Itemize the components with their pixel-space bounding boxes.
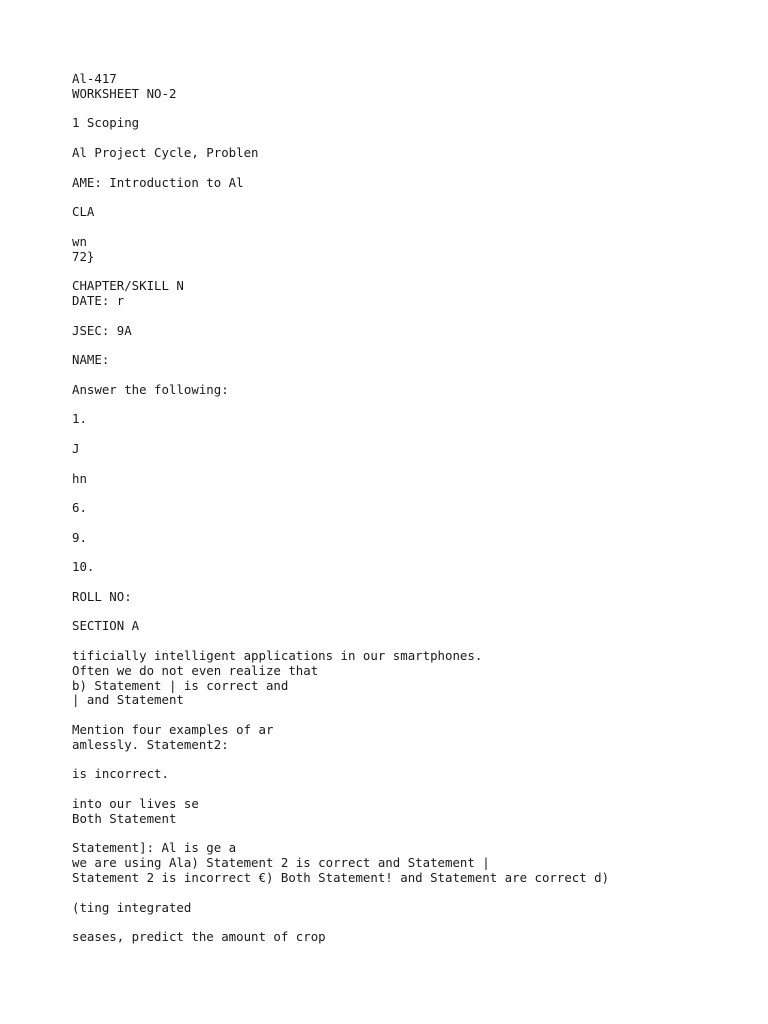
text-block [72, 116, 752, 131]
text-line: ROLL NO: [72, 588, 132, 604]
text-block [72, 279, 752, 309]
text-line: Often we do not even realize that [72, 662, 319, 678]
text-line: Statement]: Al is ge a [72, 840, 237, 856]
text-line: Both Statement [72, 810, 177, 826]
worksheet-page [72, 72, 752, 960]
text-block [72, 560, 752, 575]
text-line: Al-417 [72, 71, 117, 86]
text-line: DATE: r [72, 292, 125, 308]
text-block [72, 590, 752, 605]
text-block [72, 797, 752, 827]
text-line: 10. [72, 559, 95, 575]
text-line: | and Statement [72, 692, 184, 708]
text-line: JSEC: 9A [72, 322, 132, 338]
text-line: 6. [72, 500, 87, 516]
text-block [72, 412, 752, 427]
text-line: Statement 2 is incorrect €) Both Statement! and Statement are correct d) [72, 870, 610, 886]
text-block [72, 619, 752, 634]
text-line: 1 Scoping [72, 115, 140, 131]
text-line: into our lives se [72, 796, 199, 812]
text-block [72, 353, 752, 368]
text-block [72, 383, 752, 398]
text-line: wn [72, 233, 87, 249]
text-block [72, 324, 752, 339]
text-line: SECTION A [72, 618, 140, 634]
text-line: we are using Ala) Statement 2 is correct and Statement | [72, 855, 490, 871]
text-block [72, 472, 752, 487]
text-block [72, 205, 752, 220]
text-block [72, 767, 752, 782]
text-line: CHAPTER/SKILL N [72, 278, 184, 294]
text-line: Mention four examples of ar [72, 722, 274, 738]
text-line: Answer the following: [72, 381, 229, 397]
text-line: is incorrect. [72, 766, 169, 782]
text-line: NAME: [72, 352, 110, 368]
text-block [72, 841, 752, 885]
text-block [72, 235, 752, 265]
text-block [72, 531, 752, 546]
text-block [72, 72, 752, 102]
text-block [72, 501, 752, 516]
text-line: seases, predict the amount of crop [72, 929, 326, 945]
text-block [72, 176, 752, 191]
text-line: WORKSHEET NO-2 [72, 85, 177, 101]
text-line: 1. [72, 411, 87, 427]
text-line: hn [72, 470, 87, 486]
text-block [72, 649, 752, 708]
text-line: (ting integrated [72, 899, 192, 915]
text-line: b) Statement | is correct and [72, 677, 289, 693]
text-line: 9. [72, 529, 87, 545]
text-line: 72} [72, 248, 95, 264]
text-line: AME: Introduction to Al [72, 174, 244, 190]
text-line: tificially intelligent applications in our smartphones. [72, 648, 483, 664]
text-line: J [72, 440, 80, 456]
text-block [72, 442, 752, 457]
text-block [72, 901, 752, 916]
text-line: Al Project Cycle, Problen [72, 144, 259, 160]
text-block [72, 146, 752, 161]
text-line: amlessly. Statement2: [72, 736, 229, 752]
text-block [72, 723, 752, 753]
text-block [72, 930, 752, 945]
text-line: CLA [72, 204, 95, 220]
